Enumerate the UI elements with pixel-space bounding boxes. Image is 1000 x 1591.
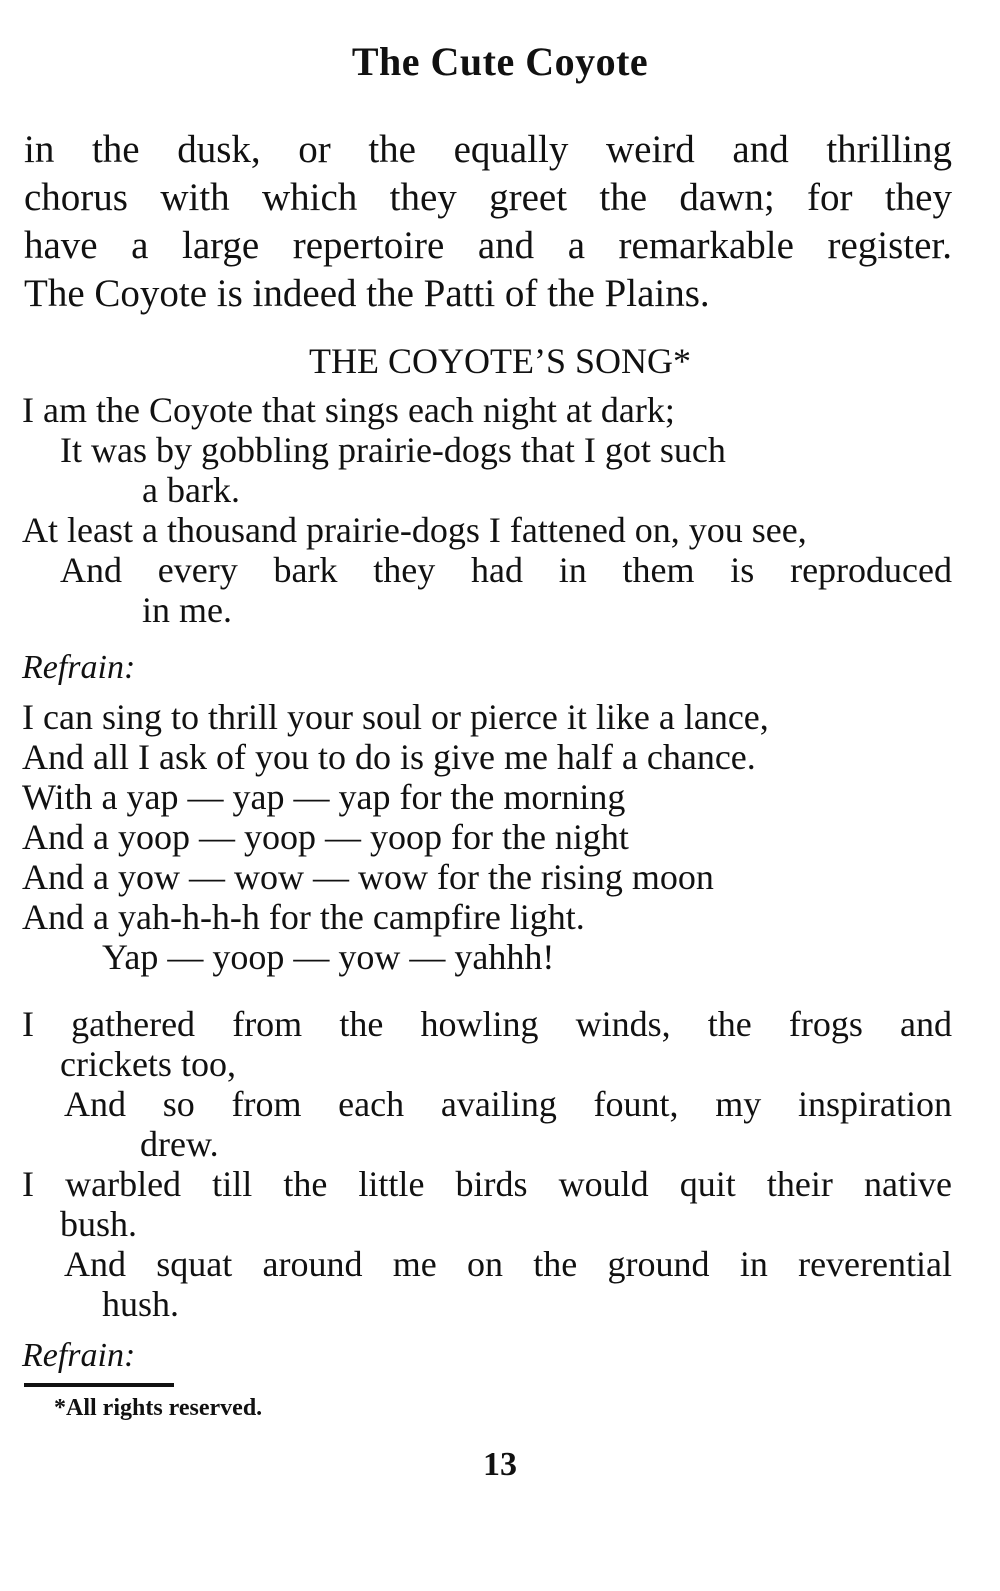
verse-line: At least a thousand prairie-dogs I fattened on, you see, — [22, 510, 807, 550]
running-head: The Cute Coyote — [351, 39, 649, 84]
paragraph-line: in the dusk, or the equally weird and thrilling — [24, 128, 952, 171]
verse-line: I warbled till the little birds would quit their native — [22, 1164, 952, 1204]
refrain-line: With a yap — yap — yap for the morning — [22, 777, 626, 817]
refrain-line: And a yah-h-h-h for the campfire light. — [22, 897, 585, 937]
prose-paragraph — [24, 126, 952, 318]
verse-2 — [22, 1004, 952, 1324]
verse-1 — [22, 390, 952, 630]
page-number: 13 — [483, 1446, 517, 1483]
verse-line: a bark. — [142, 470, 240, 510]
paragraph-line: The Coyote is indeed the Patti of the Plains. — [24, 272, 710, 315]
song-title: THE COYOTE’S SONG* — [309, 341, 691, 381]
refrain — [22, 697, 952, 977]
refrain-line: And a yoop — yoop — yoop for the night — [22, 817, 629, 857]
refrain-label: Refrain: — [22, 649, 136, 686]
verse-line: bush. — [60, 1204, 138, 1244]
refrain-label-repeat: Refrain: — [22, 1337, 136, 1374]
verse-line: crickets too, — [60, 1044, 236, 1084]
paragraph-line: chorus with which they greet the dawn; for they — [24, 176, 952, 219]
verse-line: I am the Coyote that sings each night at dark; — [22, 390, 675, 430]
paragraph-line: have a large repertoire and a remarkable register. — [24, 224, 952, 267]
footnote: *All rights reserved. — [54, 1395, 263, 1421]
verse-line: drew. — [140, 1124, 219, 1164]
refrain-line: And a yow — wow — wow for the rising moon — [22, 857, 714, 897]
verse-line: in me. — [142, 590, 232, 630]
refrain-line: I can sing to thrill your soul or pierce it like a lance, — [22, 697, 769, 737]
verse-line: And so from each availing fount, my inspiration — [64, 1084, 952, 1124]
verse-line: It was by gobbling prairie-dogs that I got such — [60, 430, 726, 470]
refrain-line: And all I ask of you to do is give me half a chance. — [22, 737, 756, 777]
verse-line: And every bark they had in them is reproduced — [60, 550, 952, 590]
verse-line: And squat around me on the ground in reverential — [64, 1244, 952, 1284]
verse-line: hush. — [102, 1284, 180, 1324]
footnote-rule — [24, 1383, 174, 1387]
refrain-line: Yap — yoop — yow — yahhh! — [102, 937, 555, 977]
verse-line: I gathered from the howling winds, the frogs and — [22, 1004, 952, 1044]
